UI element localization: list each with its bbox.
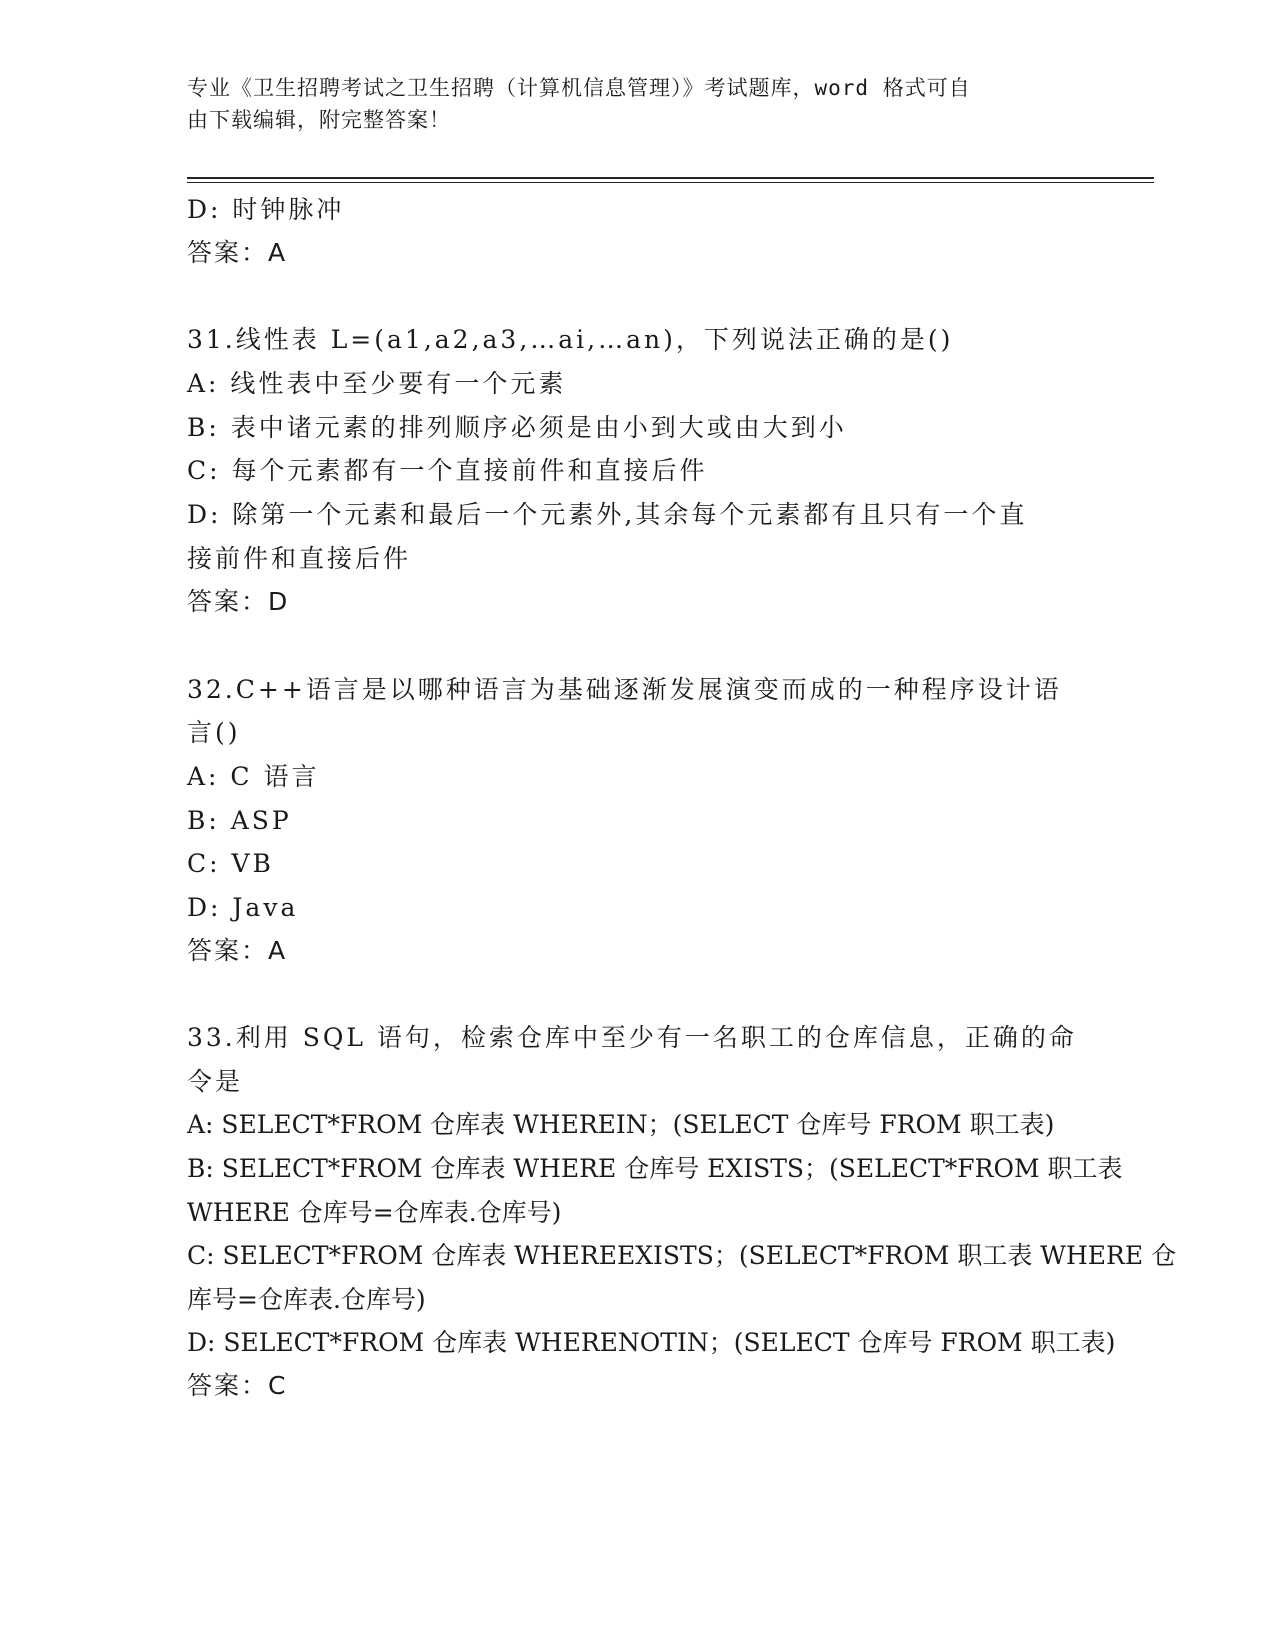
q32-option-d: D: Java bbox=[187, 893, 299, 922]
header-divider-thick bbox=[187, 177, 1154, 179]
q33-answer: 答案：C bbox=[187, 1371, 288, 1400]
q31-option-d-cont: 接前件和直接后件 bbox=[187, 544, 412, 573]
q31-stem-line-1: 31.线性表 L=(a1,a2,a3,…ai,…an)，下列说法正确的是() bbox=[187, 325, 954, 354]
prev-answer: 答案：A bbox=[187, 238, 288, 267]
q31-answer: 答案：D bbox=[187, 587, 290, 616]
q31-option-a: A: 线性表中至少要有一个元素 bbox=[187, 369, 567, 398]
q33-option-c: C: SELECT*FROM 仓库表 WHEREEXISTS；(SELECT*FROM 职工表 WHERE 仓 bbox=[187, 1241, 1177, 1270]
q33-option-b-cont: WHERE 仓库号=仓库表.仓库号) bbox=[187, 1198, 562, 1227]
q33-option-b: B: SELECT*FROM 仓库表 WHERE 仓库号 EXISTS；(SELECT*FROM 职工表 bbox=[187, 1154, 1123, 1183]
header-divider-thin bbox=[187, 182, 1154, 183]
q32-option-c: C: VB bbox=[187, 849, 274, 878]
header-line-2: 由下载编辑，附完整答案！ bbox=[187, 108, 451, 132]
document-header bbox=[187, 72, 1067, 136]
q33-option-a: A: SELECT*FROM 仓库表 WHEREIN；(SELECT 仓库号 FROM 职工表) bbox=[187, 1110, 1055, 1139]
q32-stem-line-1: 32.C++语言是以哪种语言为基础逐渐发展演变而成的一种程序设计语 bbox=[187, 675, 1062, 704]
q32-option-b: B: ASP bbox=[187, 806, 292, 835]
q32-option-a: A: C 语言 bbox=[187, 762, 320, 791]
q33-option-c-cont: 库号=仓库表.仓库号) bbox=[187, 1285, 426, 1314]
prev-option-d: D: 时钟脉冲 bbox=[187, 195, 345, 224]
q33-stem-line-2: 令是 bbox=[187, 1067, 244, 1096]
q33-option-d: D: SELECT*FROM 仓库表 WHERENOTIN；(SELECT 仓库号 FROM 职工表) bbox=[187, 1328, 1116, 1357]
q32-stem-line-2: 言() bbox=[187, 718, 241, 747]
q31-option-b: B: 表中诸元素的排列顺序必须是由小到大或由大到小 bbox=[187, 413, 847, 442]
q32-answer: 答案：A bbox=[187, 936, 288, 965]
q33-stem-line-1: 33.利用 SQL 语句，检索仓库中至少有一名职工的仓库信息，正确的命 bbox=[187, 1023, 1077, 1052]
header-line-1: 专业《卫生招聘考试之卫生招聘（计算机信息管理）》考试题库，word 格式可自 bbox=[187, 76, 971, 100]
q31-option-d: D: 除第一个元素和最后一个元素外,其余每个元素都有且只有一个直 bbox=[187, 500, 1028, 529]
q31-option-c: C: 每个元素都有一个直接前件和直接后件 bbox=[187, 456, 708, 485]
